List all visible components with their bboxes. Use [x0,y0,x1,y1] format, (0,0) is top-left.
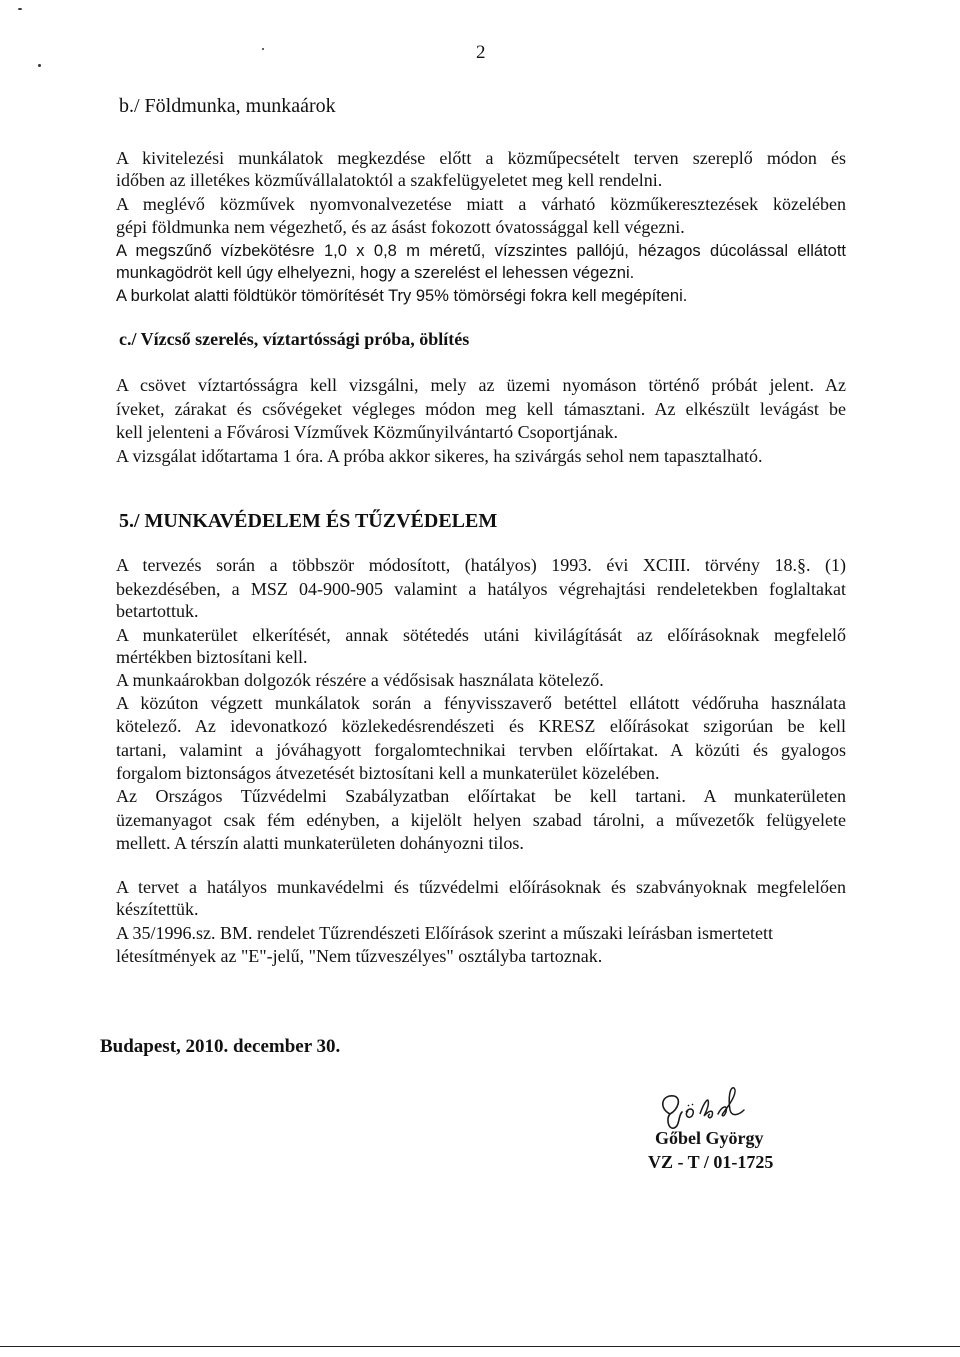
signer-name: Gőbel György [655,1128,764,1148]
scan-bottom-border [0,1346,960,1357]
paragraph-line: A kivitelezési munkálatok megkezdése előtt a közműpecsételt terven szereplő módon és [116,148,846,168]
paragraph-line: A tervet a hatályos munkavédelmi és tűzvédelmi előírásoknak és szabványoknak megfelelően [116,877,846,897]
paragraph-line: Az Országos Tűzvédelmi Szabályzatban előírtakat be kell tartani. A munkaterületen [116,786,846,806]
paragraph-line: mértékben biztosítani kell. [116,647,308,667]
paragraph-line: kötelező. Az idevonatkozó közlekedésrendészeti és KRESZ előírásokat szigorúan be kell [116,716,846,736]
paragraph-line: A tervezés során a többször módosított, (hatályos) 1993. évi XCIII. törvény 18.§. (1) [116,555,846,575]
paragraph-line: bekezdésében, a MSZ 04-900-905 valamint a hatályos végrehajtási rendeletekben foglaltakat [116,579,846,599]
paragraph-line: A közúton végzett munkálatok során a fényvisszaverő betéttel ellátott védőruha használata [116,693,846,713]
paragraph-line: A burkolat alatti földtükör tömörítését Try 95% tömörségi fokra kell megépíteni. [116,287,688,305]
paragraph-line: mellett. A térszín alatti munkaterületen dohányozni tilos. [116,833,524,853]
paragraph-line: tartani, valamint a jóváhagyott forgalomtechnikai tervben előírtakat. A közúti és gyalogos [116,740,846,760]
paragraph-line: időben az illetékes közművállalatoktól a szakfelügyeletet meg kell rendelni. [116,170,663,190]
paragraph-line: üzemanyagot csak fém edényben, a kijelölt helyen szabad tárolni, a művezetők felügyelete [116,810,846,830]
section-heading-c: c./ Vízcső szerelés, víztartóssági próba, öblítés [119,329,470,349]
section-heading-b: b./ Földmunka, munkaárok [119,95,336,117]
section-heading-5: 5./ MUNKAVÉDELEM ÉS TŰZVÉDELEM [119,510,498,532]
paragraph-line: munkagödröt kell úgy elhelyezni, hogy a szerelést el lehessen végezni. [116,264,635,282]
page-number: 2 [476,42,486,63]
paragraph-line: A megszűnő vízbekötésre 1,0 x 0,8 m méretű, vízszintes pallójú, hézagos dúcolással ellátott [116,242,846,260]
paragraph-line: A meglévő közművek nyomvonalvezetése miatt a várható közműkeresztezések közelében [116,194,846,214]
scan-speck [262,48,264,50]
paragraph-line: íveket, zárakat és csővégeket végleges módon meg kell támasztani. Az elkészült levágást be [116,399,846,419]
paragraph-line: forgalom biztonságos átvezetését biztosítani kell a munkaterület közelében. [116,763,660,783]
paragraph-line: A munkaárokban dolgozók részére a védősisak használata kötelező. [116,670,604,690]
place-date: Budapest, 2010. december 30. [100,1036,341,1057]
handwritten-signature [648,1084,758,1134]
paragraph-line: létesítmények az "E"-jelű, "Nem tűzveszélyes" osztályba tartoznak. [116,946,603,966]
scan-speck [38,64,41,67]
signer-code: VZ - T / 01-1725 [648,1152,774,1172]
paragraph-line: betartottuk. [116,601,199,621]
paragraph-line: gépi földmunka nem végezhető, és az ásást fokozott óvatossággal kell végezni. [116,217,685,237]
paragraph-line: A vizsgálat időtartama 1 óra. A próba akkor sikeres, ha szivárgás sehol nem tapasztalható. [116,446,763,466]
paragraph-line: készítettük. [116,899,199,919]
paragraph-line: kell jelenteni a Fővárosi Vízművek Közműnyilvántartó Csoportjának. [116,422,619,442]
paragraph-line: A csövet víztartósságra kell vizsgálni, mely az üzemi nyomáson történő próbát jelent. Az [116,375,846,395]
paragraph-line: A 35/1996.sz. BM. rendelet Tűzrendészeti Előírások szerint a műszaki leírásban ismertetett [116,923,773,943]
scan-speck [18,8,22,10]
paragraph-line: A munkaterület elkerítését, annak sötétedés utáni kivilágítását az előírásoknak megfelelő [116,625,846,645]
